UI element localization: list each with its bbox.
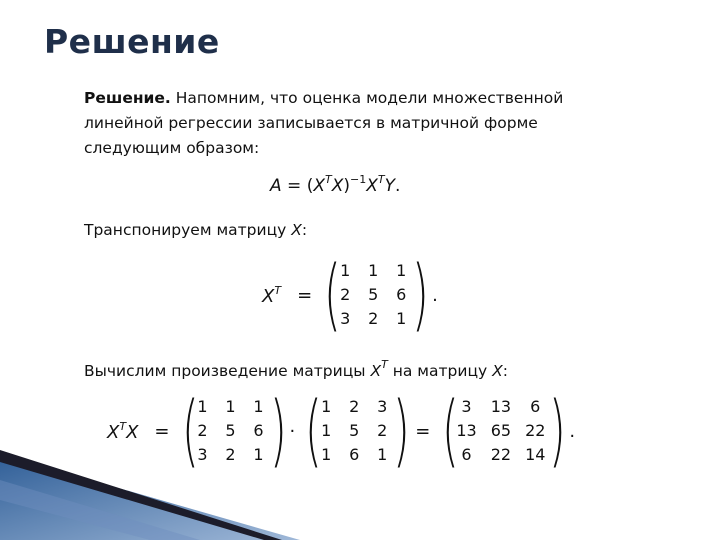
matrix-cell: 3	[197, 445, 208, 464]
xtx-matrix-2	[319, 396, 389, 466]
right-paren: )	[412, 250, 429, 340]
formula-open: (	[306, 176, 314, 196]
matrix-cell: 65	[490, 421, 512, 440]
matrix-cell: 3	[461, 397, 472, 416]
matrix-cell: 2	[225, 445, 236, 464]
matrix-cell: 6	[461, 445, 472, 464]
matrix-cell: 1	[197, 397, 208, 416]
compute-paragraph	[84, 352, 508, 384]
intro-text: Напомним, что оценка модели множественной линейной регрессии записывается в матричной форме следующим образом:	[84, 89, 564, 157]
xt-lhs-sup: T	[274, 283, 282, 297]
matrix-cell: 1	[321, 421, 332, 440]
matrix-cell: 1	[396, 309, 407, 328]
formula-y: Y	[384, 176, 396, 196]
matrix-cell: 3	[377, 397, 388, 416]
intro-paragraph	[84, 86, 584, 161]
matrix-cell: 2	[340, 285, 351, 304]
xt-equation	[262, 250, 438, 340]
xtx-matrix-result	[456, 396, 545, 466]
transpose-text: Транспонируем матрицу	[84, 221, 287, 239]
formula-lhs: A	[270, 176, 282, 196]
xtx-end: .	[569, 420, 576, 442]
compute-var2: X	[492, 362, 503, 380]
formula-x3: X	[366, 176, 378, 196]
xtx-eq: =	[154, 420, 170, 442]
matrix-cell: 14	[525, 445, 546, 464]
transpose-colon: :	[301, 221, 308, 239]
matrix-cell: 1	[340, 261, 351, 280]
compute-colon: :	[502, 362, 508, 380]
matrix-cell: 5	[368, 285, 379, 304]
compute-mid: на матрицу	[392, 362, 488, 380]
xtx-eq2: =	[415, 420, 431, 442]
left-paren: (	[324, 250, 341, 340]
matrix-cell: 6	[349, 445, 360, 464]
matrix-cell: 5	[225, 421, 236, 440]
matrix-cell: 1	[321, 397, 332, 416]
matrix-cell: 2	[368, 309, 379, 328]
left-paren: (	[181, 386, 199, 476]
matrix-cell: 2	[377, 421, 388, 440]
intro-bold: Решение.	[84, 89, 171, 107]
matrix-cell: 1	[253, 397, 264, 416]
left-paren: (	[305, 386, 323, 476]
left-paren: (	[442, 386, 460, 476]
formula-t1: T	[325, 173, 332, 186]
estimator-formula	[270, 173, 400, 196]
matrix-cell: 1	[377, 445, 388, 464]
decorative-swoosh	[0, 440, 300, 540]
slide-title: Решение	[44, 22, 220, 61]
transpose-var: X	[291, 221, 302, 239]
matrix-cell: 6	[396, 285, 407, 304]
xt-end: .	[432, 284, 438, 306]
xtx-lhs-sup: T	[119, 419, 127, 433]
xtx-lhs-x1: X	[107, 421, 120, 443]
right-paren: )	[549, 386, 567, 476]
compute-var1: X	[370, 362, 382, 380]
right-paren: )	[393, 386, 411, 476]
matrix-cell: 1	[225, 397, 236, 416]
xt-lhs	[262, 284, 281, 307]
xt-lhs-x: X	[262, 285, 275, 307]
right-paren: )	[269, 386, 287, 476]
formula-inv: −1	[350, 173, 367, 186]
matrix-cell: 22	[490, 445, 512, 464]
matrix-cell: 1	[321, 445, 332, 464]
formula-close: )	[343, 176, 351, 196]
matrix-cell: 1	[368, 261, 379, 280]
matrix-cell: 22	[525, 421, 546, 440]
xtx-lhs-x2: X	[126, 421, 139, 443]
formula-end: .	[395, 176, 401, 196]
matrix-cell: 5	[349, 421, 360, 440]
formula-x1: X	[313, 176, 325, 196]
matrix-cell: 1	[396, 261, 407, 280]
transpose-paragraph	[84, 218, 307, 243]
matrix-cell: 6	[253, 421, 264, 440]
compute-text: Вычислим произведение матрицы	[84, 362, 366, 380]
matrix-cell: 6	[530, 397, 541, 416]
compute-sup: T	[381, 358, 388, 371]
formula-eq: =	[287, 176, 302, 196]
matrix-cell: 13	[490, 397, 512, 416]
formula-t2: T	[377, 173, 385, 186]
matrix-cell: 13	[456, 421, 477, 440]
formula-x2: X	[331, 176, 344, 196]
xt-matrix	[338, 260, 408, 330]
xt-eq: =	[297, 284, 313, 306]
xtx-dot: ·	[289, 420, 296, 442]
matrix-cell: 3	[340, 309, 351, 328]
matrix-cell: 1	[253, 445, 264, 464]
matrix-cell: 2	[349, 397, 360, 416]
matrix-cell: 2	[197, 421, 208, 440]
